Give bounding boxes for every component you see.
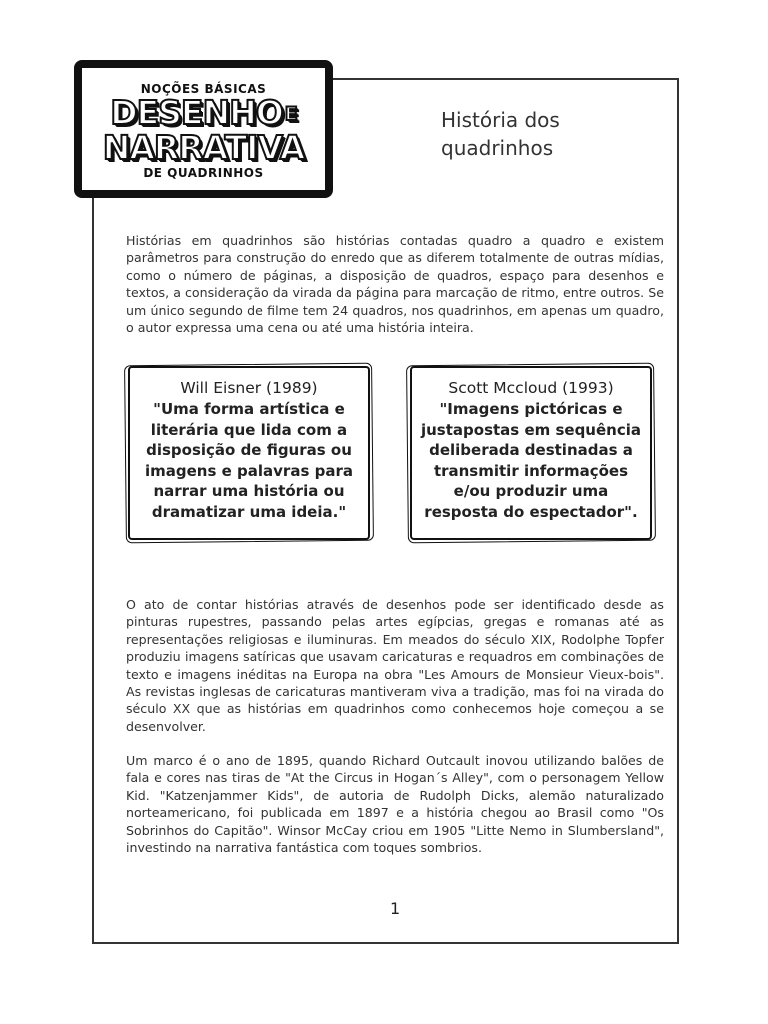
quote-author: Scott Mccloud (1993) bbox=[448, 379, 614, 397]
quote-box-eisner bbox=[128, 366, 370, 540]
logo-line-2: NARRATIVA bbox=[102, 128, 305, 167]
logo-top-text: NOÇÕES BÁSICAS bbox=[140, 82, 267, 96]
logo-line-1 bbox=[82, 93, 325, 132]
page-number: 1 bbox=[390, 899, 401, 918]
page-title-line-2: quadrinhos bbox=[441, 136, 554, 160]
quote-text: "Imagens pictóricas e justapostas em sequência deliberada destinadas a transmitir informações e/ou produzir uma resposta do espectador". bbox=[420, 400, 641, 521]
milestone-paragraph: Um marco é o ano de 1895, quando Richard Outcault inovou utilizando balões de fala e cores nas tiras de "At the Circus in Hogan´s Alley", com o personagem Yellow Kid. "Katzenjammer Kids", de autoria de Rudolph Dicks, alemão naturalizado norteamericano, foi publicada em 1897 e a história chegou ao Brasil como "Os Sobrinhos do Capitão". Winsor McCay criou em 1905 "Litte Nemo in Slumbersland", investindo na narrativa fantástica com toques sombrios. bbox=[126, 753, 664, 856]
logo-word-e: E bbox=[284, 103, 297, 125]
page-title-line-1: História dos bbox=[441, 108, 560, 132]
page-title bbox=[441, 106, 560, 162]
logo-bottom-text: DE QUADRINHOS bbox=[143, 166, 264, 180]
book-logo bbox=[74, 60, 333, 198]
logo-word-desenho: DESENHO bbox=[110, 93, 283, 132]
intro-paragraph: Histórias em quadrinhos são histórias contadas quadro a quadro e existem parâmetros para construção do enredo que as diferem totalmente de outras mídias, como o número de páginas, a disposição de quadros, espaço para desenhos e textos, a consideração da virada da página para marcação de ritmo, entre outros. Se um único segundo de filme tem 24 quadros, nos quadrinhos, em apenas um quadro, o autor expressa uma cena ou até uma história inteira. bbox=[126, 233, 664, 336]
quote-author: Will Eisner (1989) bbox=[180, 379, 318, 397]
history-paragraph: O ato de contar histórias através de desenhos pode ser identificado desde as pinturas rupestres, passando pelas artes egípcias, gregas e romanas até as representações religiosas e iluminuras. Em meados do século XIX, Rodolphe Topfer produziu imagens satíricas que usavam caricaturas e requadros em combinações de texto e imagens inéditas na Europa na obra "Les Amours de Monsieur Vieux-bois". As revistas inglesas de caricaturas mantiveram viva a tradição, mas foi na virada do século XX que as histórias em quadrinhos como conhecemos hoje começou a se desenvolver. bbox=[126, 597, 664, 734]
quote-text: "Uma forma artística e literária que lida com a disposição de figuras ou imagens e palavras para narrar uma história ou dramatizar uma ideia." bbox=[145, 400, 353, 521]
quote-box-mccloud bbox=[410, 366, 652, 540]
